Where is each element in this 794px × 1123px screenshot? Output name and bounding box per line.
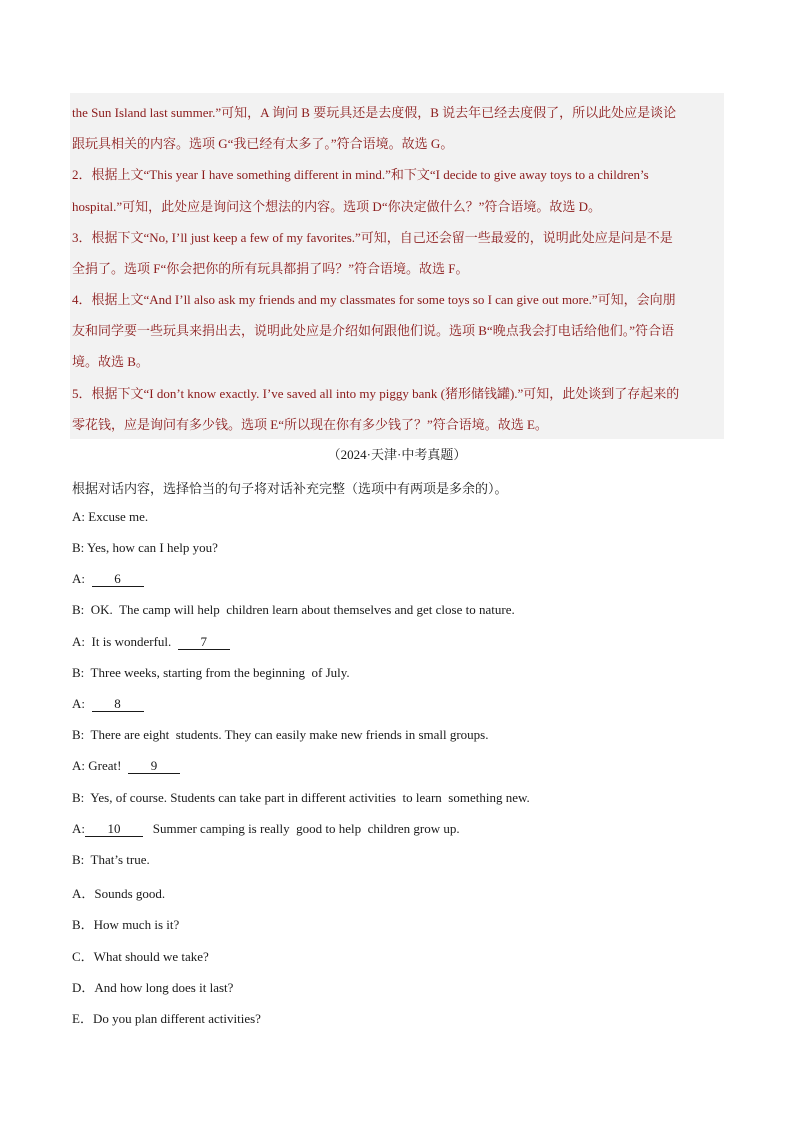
answer-blank[interactable]: 6 xyxy=(92,572,144,587)
option-item: B．How much is it? xyxy=(72,917,180,932)
dialogue-line xyxy=(72,696,144,712)
answer-explanation-box xyxy=(70,93,724,439)
dialogue-line xyxy=(72,602,515,618)
option-item: D．And how long does it last? xyxy=(72,980,234,995)
dialogue-line xyxy=(72,790,530,806)
dialogue-text: B: There are eight students. They can easily make new friends in small groups. xyxy=(72,727,489,742)
dialogue-line xyxy=(72,852,150,868)
dialogue-line xyxy=(72,727,489,743)
dialogue-text: B: OK. The camp will help children learn about themselves and get close to nature. xyxy=(72,602,515,617)
option-item: A．Sounds good. xyxy=(72,886,166,901)
dialogue-text: B: That’s true. xyxy=(72,852,150,867)
explanation-line: 5．根据下文“I don’t know exactly. I’ve saved all into my piggy bank (猪形储钱罐).”可知，此处谈到了存起来的 xyxy=(72,386,680,401)
dialogue-text: B: Yes, of course. Students can take part in different activities to learn something new. xyxy=(72,790,530,805)
explanation-line: 跟玩具相关的内容。选项 G“我已经有太多了。”符合语境。故选 G。 xyxy=(72,136,454,151)
dialogue-line xyxy=(72,821,460,837)
explanation-line: 2．根据上文“This year I have something different in mind.”和下文“I decide to give away toys to a children’s xyxy=(72,167,649,182)
dialogue-text: B: Yes, how can I help you? xyxy=(72,540,218,555)
question-source: （2024·天津·中考真题） xyxy=(327,447,467,462)
explanation-line: 零花钱，应是询问有多少钱。选项 E“所以现在你有多少钱了？”符合语境。故选 E。 xyxy=(72,417,548,432)
answer-blank[interactable]: 7 xyxy=(178,635,230,650)
explanation-line: 3．根据下文“No, I’ll just keep a few of my favorites.”可知，自己还会留一些最爱的，说明此处应是问是不是 xyxy=(72,230,673,245)
explanation-line: 境。故选 B。 xyxy=(72,354,149,369)
dialogue-text: A: It is wonderful. xyxy=(72,634,178,649)
dialogue-text: A: xyxy=(72,571,92,586)
dialogue-text: A: xyxy=(72,696,92,711)
explanation-line: the Sun Island last summer.”可知，A 询问 B 要玩具还是去度假，B 说去年已经去度假了，所以此处应是谈论 xyxy=(72,105,677,120)
dialogue-line xyxy=(72,540,218,556)
dialogue-line xyxy=(72,634,230,650)
answer-blank[interactable]: 9 xyxy=(128,759,180,774)
option-item: C．What should we take? xyxy=(72,949,209,964)
instruction: 根据对话内容，选择恰当的句子将对话补充完整（选项中有两项是多余的）。 xyxy=(72,481,508,496)
dialogue-text: A: Excuse me. xyxy=(72,509,149,524)
dialogue-text: Summer camping is really good to help children grow up. xyxy=(143,821,460,836)
dialogue-text: A: xyxy=(72,821,85,836)
dialogue-text: B: Three weeks, starting from the beginning of July. xyxy=(72,665,350,680)
explanation-line: 全捐了。选项 F“你会把你的所有玩具都捐了吗？”符合语境。故选 F。 xyxy=(72,261,469,276)
dialogue-line xyxy=(72,665,350,681)
option-item: E．Do you plan different activities? xyxy=(72,1011,261,1026)
answer-blank[interactable]: 8 xyxy=(92,697,144,712)
explanation-line: hospital.”可知，此处应是询问这个想法的内容。选项 D“你决定做什么？”符合语境。故选 D。 xyxy=(72,199,602,214)
dialogue-line xyxy=(72,509,148,525)
answer-blank[interactable]: 10 xyxy=(85,822,143,837)
dialogue-line xyxy=(72,758,180,774)
explanation-line: 友和同学要一些玩具来捐出去，说明此处应是介绍如何跟他们说。选项 B“晚点我会打电话给他们。”符合语 xyxy=(72,323,674,338)
dialogue-text: A: Great! xyxy=(72,758,128,773)
dialogue-line xyxy=(72,571,144,587)
explanation-line: 4．根据上文“And I’ll also ask my friends and my classmates for some toys so I can give out more.”可知，会向朋 xyxy=(72,292,676,307)
